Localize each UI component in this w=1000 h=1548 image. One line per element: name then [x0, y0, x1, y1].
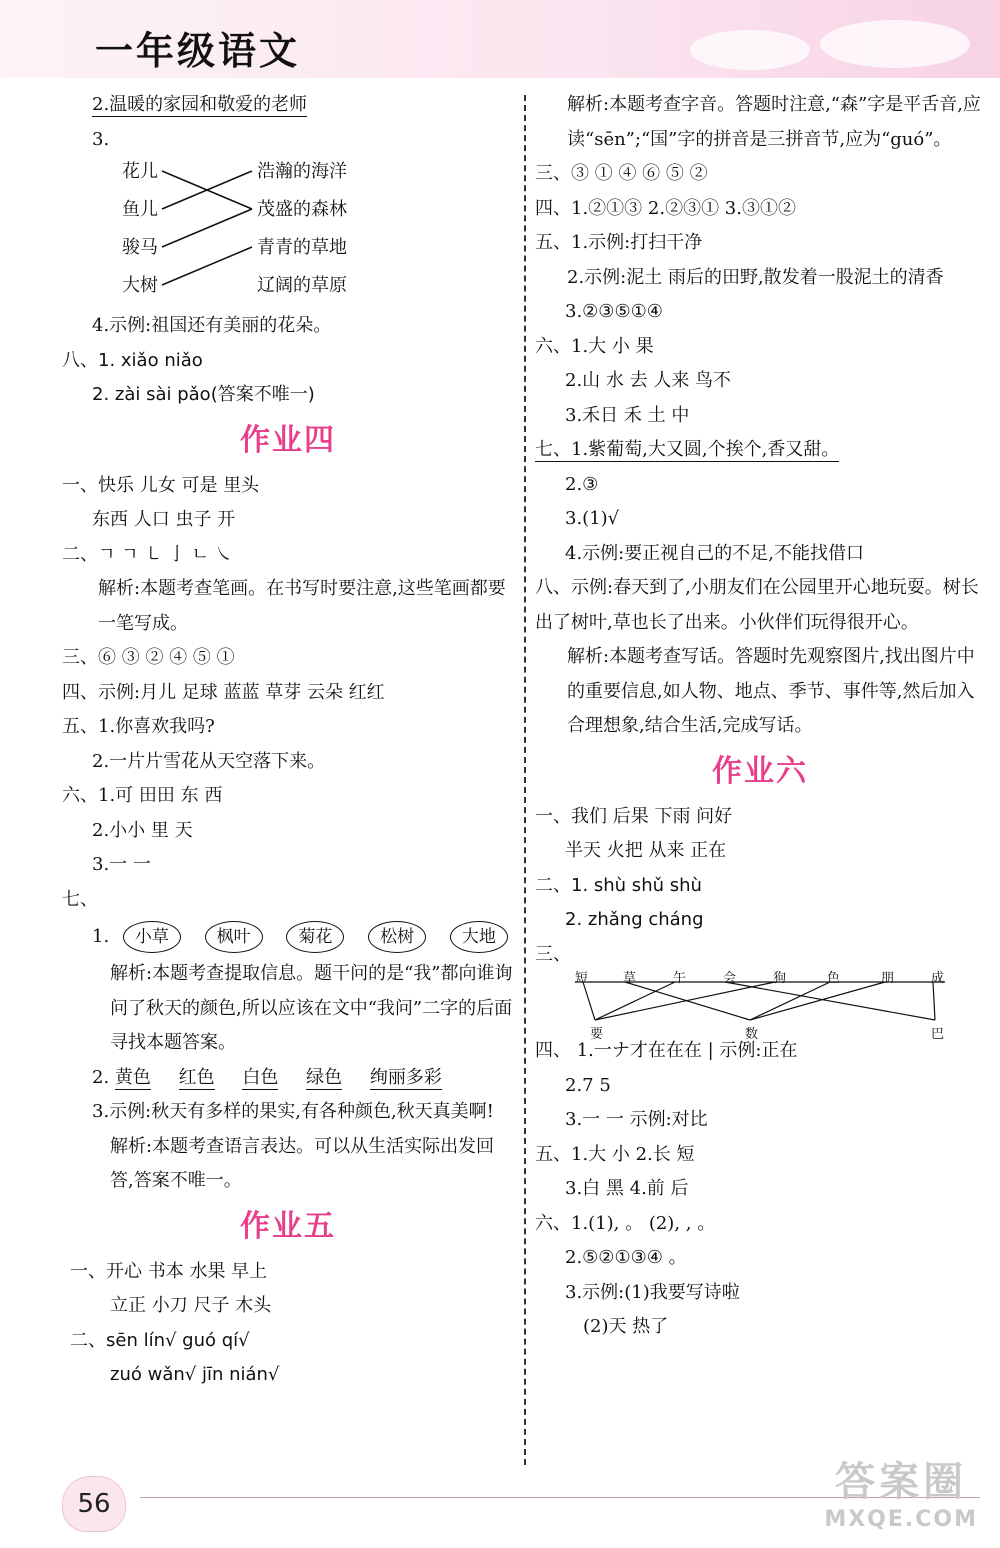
answer-line: 七、 — [62, 888, 98, 910]
answer-line: 3.一 一 示例:对比 — [565, 1109, 708, 1130]
answer-line: 一、我们 后果 下雨 问好 — [535, 805, 733, 827]
answer-line: 3.(1)√ — [565, 508, 620, 529]
answer-line: (2)天 热了 — [583, 1316, 669, 1337]
answer-line: 2. zhǎng cháng — [565, 909, 704, 930]
match-left-item: 骏马 — [122, 237, 158, 258]
top-character: 会 — [723, 971, 737, 986]
page-number: 56 — [62, 1476, 126, 1532]
match-left-item: 花儿 — [122, 161, 158, 182]
answer-line: 2.7 5 — [565, 1074, 611, 1096]
bottom-character: 数 — [745, 1027, 759, 1042]
answer-line: 东西 人口 虫子 开 — [92, 509, 236, 530]
circled-word: 小草 — [123, 921, 181, 953]
top-character: 成 — [931, 971, 945, 986]
answer-line: 五、1.你喜欢我吗? — [62, 716, 215, 737]
underlined-word: 绿色 — [306, 1066, 343, 1088]
match-right-item: 茂盛的森林 — [257, 199, 347, 220]
matching-exercise — [62, 157, 514, 309]
answer-line: 三、 — [535, 943, 571, 965]
answer-line: 3.禾日 禾 土 中 — [565, 404, 690, 426]
answer-line: 2.一片片雪花从天空落下来。 — [92, 750, 326, 772]
match-left-item: 大树 — [122, 275, 158, 296]
top-character: 午 — [673, 971, 687, 986]
underlined-word: 红色 — [178, 1066, 215, 1088]
circled-word: 菊花 — [286, 921, 344, 953]
top-character: 短 — [575, 971, 589, 986]
answer-line: 立正 小刀 尺子 木头 — [110, 1295, 272, 1316]
answer-line: 2.山 水 去 人来 鸟不 — [565, 370, 732, 391]
answer-line: 半天 火把 从来 正在 — [565, 840, 727, 861]
answer-line: 二、1. shù shǔ shù — [535, 874, 702, 896]
match-right-item: 辽阔的草原 — [257, 275, 347, 296]
answer-text: 八、示例:春天到了,小朋友们在公园里开心地玩耍。树长出了树叶,草也长了出来。小伙伴们玩得很开心。 — [535, 577, 979, 633]
top-character: 草 — [623, 971, 637, 986]
answer-line: zuó wǎn√ jīn nián√ — [110, 1364, 280, 1385]
answer-line: 2. zài sài pǎo(答案不唯一) — [92, 384, 315, 405]
answer-line: 六、1.可 田田 东 西 — [62, 785, 223, 806]
analysis-text: 解析:本题考查提取信息。题干问的是“我”都向谁询问了秋天的颜色,所以应该在文中“我问”二字的后面寻找本题答案。 — [110, 963, 513, 1053]
left-column — [62, 88, 514, 1393]
answer-line: 四、 1.一ナ才在在在 | 示例:正在 — [535, 1040, 798, 1061]
answer-line: 六、1.(1), 。 (2), , 。 — [535, 1212, 716, 1234]
section-heading: 作业六 — [712, 753, 808, 789]
match-right-item: 浩瀚的海洋 — [257, 161, 347, 182]
answer-line: 四、1.②①③ 2.②③① 3.③①② — [535, 197, 796, 219]
analysis-text: 解析:本题考查写话。答题时先观察图片,找出图片中的重要信息,如人物、地点、季节、事件等,然后加入合理想象,结合生活,完成写话。 — [567, 646, 975, 736]
answer-line: 四、示例:月儿 足球 蓝蓝 草芽 云朵 红红 — [62, 681, 385, 703]
header-cloud — [690, 30, 810, 70]
circled-word: 枫叶 — [205, 921, 263, 953]
bottom-character: 要 — [590, 1027, 604, 1042]
answer-line: 三、⑥ ③ ② ④ ⑤ ① — [62, 647, 235, 668]
answer-line: 2.③ — [565, 473, 599, 495]
answer-line: 4.示例:祖国还有美丽的花朵。 — [92, 315, 332, 336]
header-cloud — [820, 20, 970, 68]
top-character: 色 — [827, 971, 841, 986]
answer-text: 2.示例:泥土 雨后的田野,散发着一股泥土的清香 — [567, 266, 944, 288]
match-left-item: 鱼儿 — [122, 199, 158, 220]
analysis-text: 解析:本题考查语言表达。可以从生活实际出发回答,答案不唯一。 — [110, 1135, 495, 1191]
answer-line: 3.一 一 — [92, 854, 151, 875]
answer-line: 七、1.紫葡萄,大又圆,个挨个,香又甜。 — [535, 439, 840, 460]
answer-line: 三、③ ① ④ ⑥ ⑤ ② — [535, 163, 708, 184]
answer-line: 4.示例:要正视自己的不足,不能找借口 — [565, 542, 864, 564]
character-matching — [535, 971, 985, 1042]
answer-line: 3.②③⑤①④ — [565, 301, 663, 322]
underlined-word: 白色 — [242, 1066, 279, 1088]
analysis-text: 解析:本题考查字音。答题时注意,“森”字是平舌音,应读“sēn”;“国”字的拼音是三拼音节,应为“guó”。 — [567, 94, 981, 150]
answer-line: 2.⑤②①③④ 。 — [565, 1247, 687, 1268]
answer-text: 3.示例:秋天有多样的果实,有各种颜色,秋天真美啊! — [92, 1101, 494, 1122]
column-divider — [524, 95, 526, 1465]
color-answers: 2. 黄色 红色 白色 绿色 绚丽多彩 — [92, 1066, 442, 1088]
section-heading: 作业五 — [240, 1208, 336, 1244]
watermark: 答案圈 MXQE.COM — [824, 1459, 978, 1532]
circled-word: 松树 — [368, 921, 426, 953]
right-column — [535, 88, 985, 1345]
answer-line: 一、快乐 儿女 可是 里头 — [62, 474, 260, 496]
answer-line: 2.温暖的家园和敬爱的老师 — [92, 94, 308, 115]
answer-line: 八、1. xiǎo niǎo — [62, 349, 203, 371]
underlined-word: 黄色 — [114, 1066, 151, 1088]
answer-line: 2.小小 里 天 — [92, 819, 193, 841]
answer-line: 五、1.示例:打扫干净 — [535, 232, 703, 253]
analysis-text: 解析:本题考查笔画。在书写时要注意,这些笔画都要一笔写成。 — [98, 578, 506, 634]
answer-line: 二、sēn lín√ guó qí√ — [70, 1329, 250, 1351]
section-heading: 作业四 — [240, 422, 336, 458]
underlined-word: 绚丽多彩 — [369, 1066, 442, 1088]
answer-line: 六、1.大 小 果 — [535, 335, 654, 357]
page-title: 一年级语文 — [95, 29, 301, 73]
answer-line: 3.白 黑 4.前 后 — [565, 1178, 689, 1199]
circled-answers: 1. 小草 枫叶 菊花 松树 大地 — [62, 917, 514, 957]
top-character: 朋 — [881, 971, 895, 986]
answer-line: 3. — [92, 128, 110, 150]
answer-line: 二、ㄱ ㄱ ㇄ 亅 ㄴ ㇏ — [62, 543, 233, 565]
bottom-character: 巴 — [931, 1027, 945, 1042]
answer-line: 一、开心 书本 水果 早上 — [70, 1260, 268, 1282]
circled-word: 大地 — [450, 921, 508, 953]
answer-line: 3.示例:(1)我要写诗啦 — [565, 1281, 740, 1303]
top-character: 狗 — [773, 971, 787, 986]
answer-line: 五、1.大 小 2.长 短 — [535, 1143, 695, 1165]
match-right-item: 青青的草地 — [257, 237, 347, 258]
